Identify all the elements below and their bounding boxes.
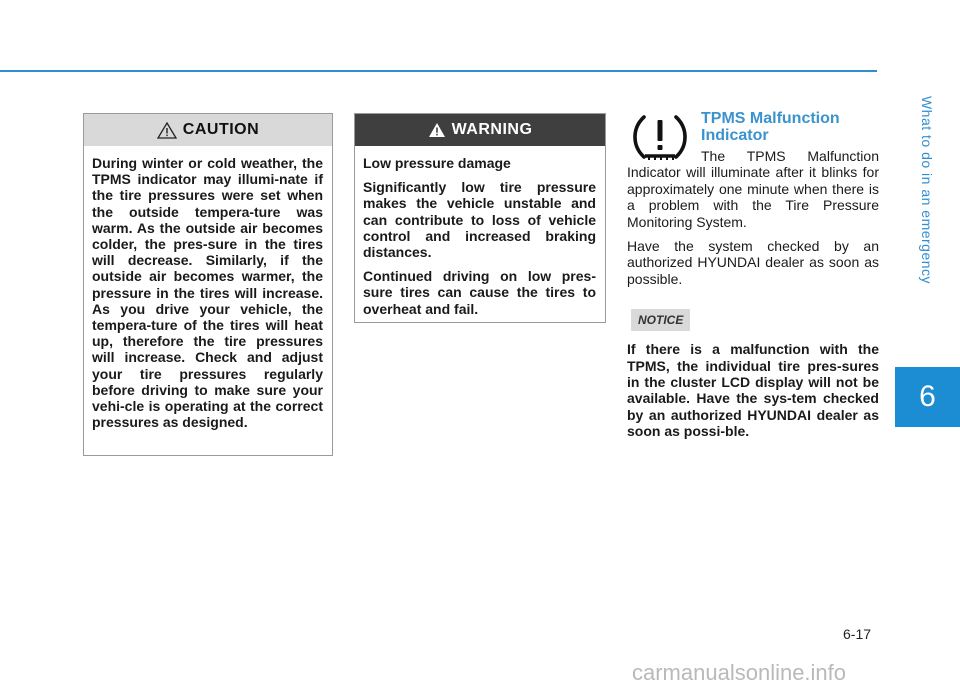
caution-heading: CAUTION	[182, 121, 260, 138]
tpms-paragraph-2: Have the system checked by an authorized HYUNDAI dealer as soon as possible.	[627, 238, 879, 287]
warning-header	[355, 114, 605, 146]
warning-box	[354, 113, 606, 323]
chapter-side-label: What to do in an emergency	[919, 95, 936, 285]
header-rule	[0, 70, 877, 72]
warning-triangle-icon	[428, 122, 446, 138]
caution-text: During winter or cold weather, the TPMS indicator may illumi-nate if the tire pressures were set when the outside tempera-ture was warm. As the outside air becomes colder, the pres-sure in the tires will decrease. Similarly, if the outside air becomes warmer, the pressure in the tires will increase. As you drive your vehicle, the tempera-ture of the tires will heat up, therefore the tire pressures will increase. Check and adjust your tire pressures regularly before driving to make sure your vehi-cle is operating at the correct pressures as designed.	[92, 155, 323, 431]
caution-triangle-icon	[157, 122, 177, 139]
warning-subtitle: Low pressure damage	[363, 155, 511, 171]
tpms-paragraph-1: The TPMS Malfunction Indicator will illuminate after it blinks for approximately one minute when there is a problem with the Tire Pressure Monitoring System.	[627, 148, 879, 230]
tpms-warning-icon	[627, 112, 693, 162]
caution-header	[84, 114, 332, 146]
section-title: TPMS Malfunction Indicator	[701, 110, 840, 144]
notice-badge: NOTICE	[631, 309, 690, 331]
warning-text-1: Significantly low tire pressure makes the vehicle unstable and can contribute to loss of vehicle control and increased braking distances.	[363, 179, 596, 261]
tpms-section	[627, 110, 879, 440]
caution-box	[83, 113, 333, 456]
watermark: carmanualsonline.info	[632, 660, 847, 685]
chapter-tab[interactable]: 6	[895, 367, 960, 427]
notice-text: If there is a malfunction with the TPMS, the individual tire pres-sures in the cluster LCD display will not be available. Have the sys-tem checked by an authorized HYUNDAI dealer as soon as possi-ble.	[627, 341, 879, 440]
warning-heading: WARNING	[451, 121, 533, 138]
page-number: 6-17	[843, 626, 872, 642]
warning-text-2: Continued driving on low pres-sure tires can cause the tires to overheat and fail.	[363, 268, 596, 317]
